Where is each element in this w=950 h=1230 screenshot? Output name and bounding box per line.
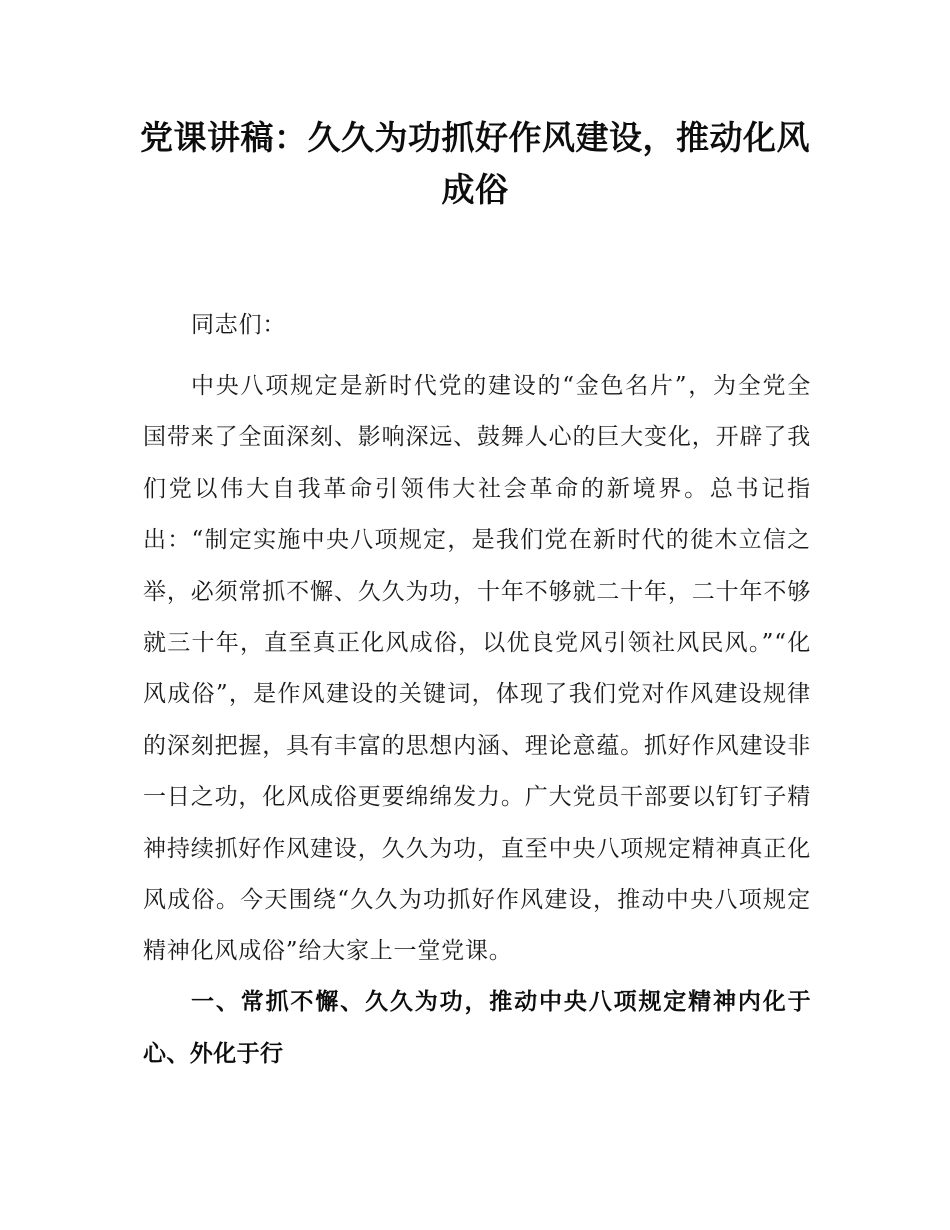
section-heading: 一、常抓不懈、久久为功，推动中央八项规定精神内化于心、外化于行: [143, 989, 811, 1067]
salutation: 同志们：: [191, 312, 287, 338]
document-title: 党课讲稿：久久为功抓好作风建设，推动化风成俗: [140, 118, 810, 209]
body-paragraph: 中央八项规定是新时代党的建设的“金色名片”，为全党全国带来了全面深刻、影响深远、鼓舞人心的巨大变化，开辟了我们党以伟大自我革命引领伟大社会革命的新境界。总书记指出：“制定实施中央八项规定，是我们党在新时代的徙木立信之举，必须常抓不懈、久久为功，十年不够就二十年，二十年不够就三十年，直至真正化风成俗，以优良党风引领社风民风。”“化风成俗”，是作风建设的关键词，体现了我们党对作风建设规律的深刻把握，具有丰富的思想内涵、理论意蕴。抓好作风建设非一日之功，化风成俗更要绵绵发力。广大党员干部要以钉钉子精神持续抓好作风建设，久久为功，直至中央八项规定精神真正化风成俗。今天围绕“久久为功抓好作风建设，推动中央八项规定精神化风成俗”给大家上一堂党课。: [143, 373, 811, 965]
